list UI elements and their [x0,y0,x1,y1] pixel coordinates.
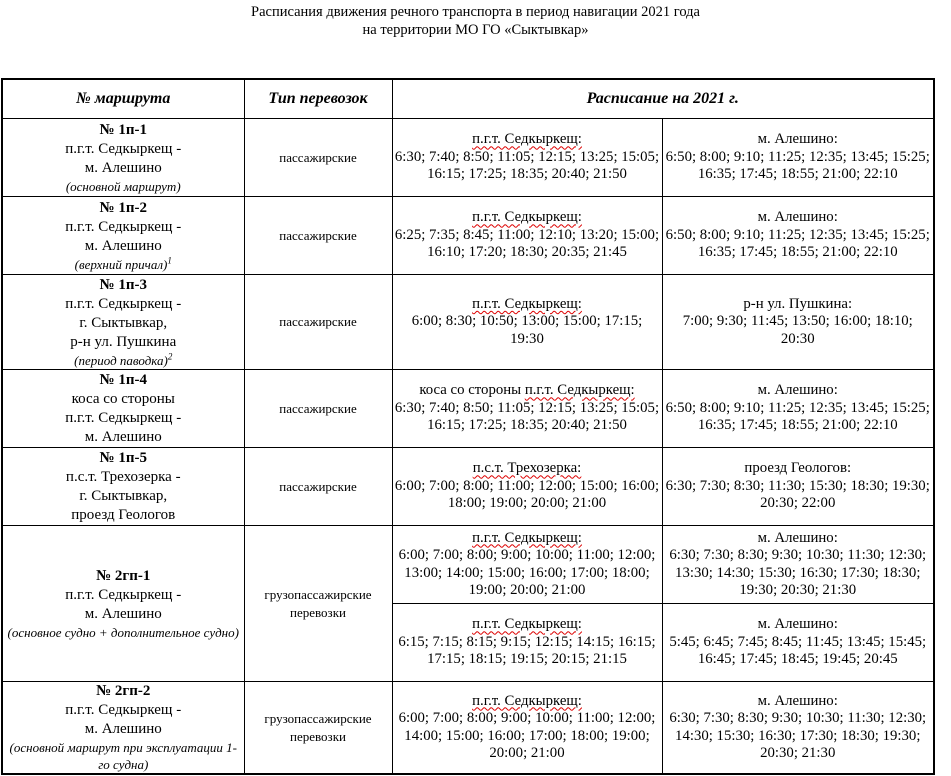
table-row [2,370,934,448]
departure-times: 5:45; 6:45; 7:45; 8:45; 11:45; 13:45; 15:45; 16:45; 17:45; 18:45; 19:45; 20:45 [669,633,927,668]
stop-name: п.г.т. Седкыркещ: [472,692,582,709]
departure-times: 7:00; 9:30; 11:45; 13:50; 16:00; 18:10; 20:30 [682,313,913,347]
table-row [2,197,934,275]
stop-name: п.г.т. Седкыркещ: [472,529,582,546]
stop-name: проезд Геологов: [744,460,852,477]
route-line: м. Алешино [84,605,162,622]
route-number: № 2гп-1 [96,567,151,584]
departure-times: 6:15; 7:15; 8:15; 9:15; 12:15; 14:15; 16:15; 17:15; 18:15; 19:15; 20:15; 21:15 [398,633,656,668]
schedule-right [662,682,934,775]
stop-name: м. Алешино: [757,616,838,633]
stop-name: м. Алешино: [757,209,838,226]
stop-name: п.г.т. Седкыркещ: [472,209,582,226]
route-cell [2,682,244,775]
footnote-mark: 2 [167,351,173,362]
route-cell [2,370,244,448]
document-title [0,3,951,39]
departure-times: 6:30; 7:30; 8:30; 11:30; 15:30; 18:30; 19:30; 20:30; 22:00 [665,477,930,512]
route-line: п.с.т. Трехозерка - [65,468,181,485]
title-line-1: Расписания движения речного транспорта в период навигации 2021 года [251,4,700,20]
departure-times: 6:00; 7:00; 8:00; 9:00; 10:00; 11:00; 12:00; 13:00; 14:00; 15:00; 16:00; 17:00; 18:00; 19:00; 20:00; 21:00 [398,547,656,598]
stop-name: м. Алешино: [757,131,838,148]
schedule-left [392,275,662,370]
header-schedule: Расписание на 2021 г. [392,79,934,119]
header-route: № маршрута [2,79,244,119]
schedule-right [662,275,934,370]
stop-name: п.г.т. Седкыркещ: [472,295,582,312]
table-header-row [2,79,934,119]
stop-name: р-н ул. Пушкина: [743,295,853,312]
transport-type: пассажирские [244,370,392,448]
route-number: № 1п-5 [99,449,147,466]
route-cell [2,197,244,275]
route-line: п.г.т. Седкыркещ - [65,218,182,235]
stop-name: п.г.т. Седкыркещ: [472,616,582,633]
schedule-left [392,526,662,604]
route-cell [2,448,244,526]
departure-times: 6:00; 7:00; 8:00; 9:00; 10:00; 11:00; 12:00; 14:00; 15:00; 16:00; 17:00; 18:00; 19:00; 20:00; 21:00 [398,710,656,761]
departure-times: 6:50; 8:00; 9:10; 11:25; 12:35; 13:45; 15:25; 16:35; 17:45; 18:55; 21:00; 22:10 [665,399,930,434]
table-row [2,275,934,370]
departure-times: 6:30; 7:30; 8:30; 9:30; 10:30; 11:30; 12:30; 14:30; 15:30; 16:30; 17:30; 18:30; 19:30; 20:30; 21:30 [669,710,927,761]
route-note: (основной маршрут) [65,178,181,194]
transport-type: пассажирские [244,119,392,197]
stop-name: м. Алешино: [757,529,838,546]
schedule-right [662,604,934,682]
table-row [2,682,934,775]
schedule-left [392,448,662,526]
schedule-left [392,119,662,197]
departure-times: 6:50; 8:00; 9:10; 11:25; 12:35; 13:45; 15:25; 16:35; 17:45; 18:55; 21:00; 22:10 [665,148,930,183]
schedule-left [392,370,662,448]
route-number: № 1п-2 [99,199,147,216]
schedule-table [1,78,935,775]
stop-name: коса со стороны п.г.т. Седкыркещ: [419,382,635,399]
table-row [2,448,934,526]
stop-name: м. Алешино: [757,692,838,709]
stop-name: п.с.т. Трехозерка: [472,460,582,477]
schedule-right [662,526,934,604]
stop-name: м. Алешино: [757,382,838,399]
table-row [2,526,934,604]
route-cell [2,526,244,682]
route-line: м. Алешино [84,721,162,737]
route-cell [2,119,244,197]
schedule-left [392,197,662,275]
route-line: м. Алешино [84,428,162,445]
schedule-right [662,119,934,197]
route-note: (верхний причал)$^1$ [74,255,172,272]
footnote-mark: 1 [167,255,172,266]
route-line: г. Сыктывкар, [79,314,168,331]
route-line: г. Сыктывкар, [79,487,168,504]
schedule-left [392,604,662,682]
route-line: п.г.т. Седкыркещ - [65,586,182,603]
transport-type: пассажирские [244,448,392,526]
route-note: (основное судно + дополнительное судно) [7,624,239,640]
transport-type: грузопассажирские перевозки [244,682,392,775]
route-number: № 1п-1 [99,121,147,138]
route-note: (период паводка)$^2$ [74,351,173,368]
departure-times: 6:00; 7:00; 8:00; 11:00; 12:00; 15:00; 16:00; 18:00; 19:00; 20:00; 21:00 [394,477,660,512]
route-line: п.г.т. Седкыркещ - [65,409,182,426]
route-note: (основной маршрут при эксплуатации 1-го судна) [9,740,237,772]
title-line-2: на территории МО ГО «Сыктывкар» [362,22,589,38]
route-line: проезд Геологов [71,506,176,523]
route-line: п.г.т. Седкыркещ - [65,295,182,312]
route-line: коса со стороны [71,390,175,407]
departure-times: 6:00; 8:30; 10:50; 13:00; 15:00; 17:15; 19:30 [411,313,643,347]
route-line: м. Алешино [84,237,162,254]
schedule-right [662,370,934,448]
route-number: № 1п-3 [99,276,147,293]
schedule-right [662,197,934,275]
schedule-left [392,682,662,775]
departure-times: 6:50; 8:00; 9:10; 11:25; 12:35; 13:45; 15:25; 16:35; 17:45; 18:55; 21:00; 22:10 [665,226,930,261]
schedule-right [662,448,934,526]
transport-type: грузопассажирские перевозки [244,526,392,682]
route-line: п.г.т. Седкыркещ - [65,702,182,718]
route-line: п.г.т. Седкыркещ - [65,140,182,157]
route-number: № 2гп-2 [96,683,151,699]
transport-type: пассажирские [244,275,392,370]
route-line: м. Алешино [84,159,162,176]
stop-name: п.г.т. Седкыркещ: [472,131,582,148]
header-type: Тип перевозок [244,79,392,119]
departure-times: 6:25; 7:35; 8:45; 11:00; 12:10; 13:20; 15:00; 16:10; 17:20; 18:30; 20:35; 21:45 [394,226,660,261]
departure-times: 6:30; 7:30; 8:30; 9:30; 10:30; 11:30; 12:30; 13:30; 14:30; 15:30; 16:30; 17:30; 18:30; 19:30; 20:30; 21:30 [669,547,927,598]
table-row [2,119,934,197]
route-line: р-н ул. Пушкина [70,333,177,350]
departure-times: 6:30; 7:40; 8:50; 11:05; 12:15; 13:25; 15:05; 16:15; 17:25; 18:35; 20:40; 21:50 [394,399,660,434]
transport-type: пассажирские [244,197,392,275]
route-number: № 1п-4 [99,371,147,388]
departure-times: 6:30; 7:40; 8:50; 11:05; 12:15; 13:25; 15:05; 16:15; 17:25; 18:35; 20:40; 21:50 [394,148,660,183]
route-cell [2,275,244,370]
